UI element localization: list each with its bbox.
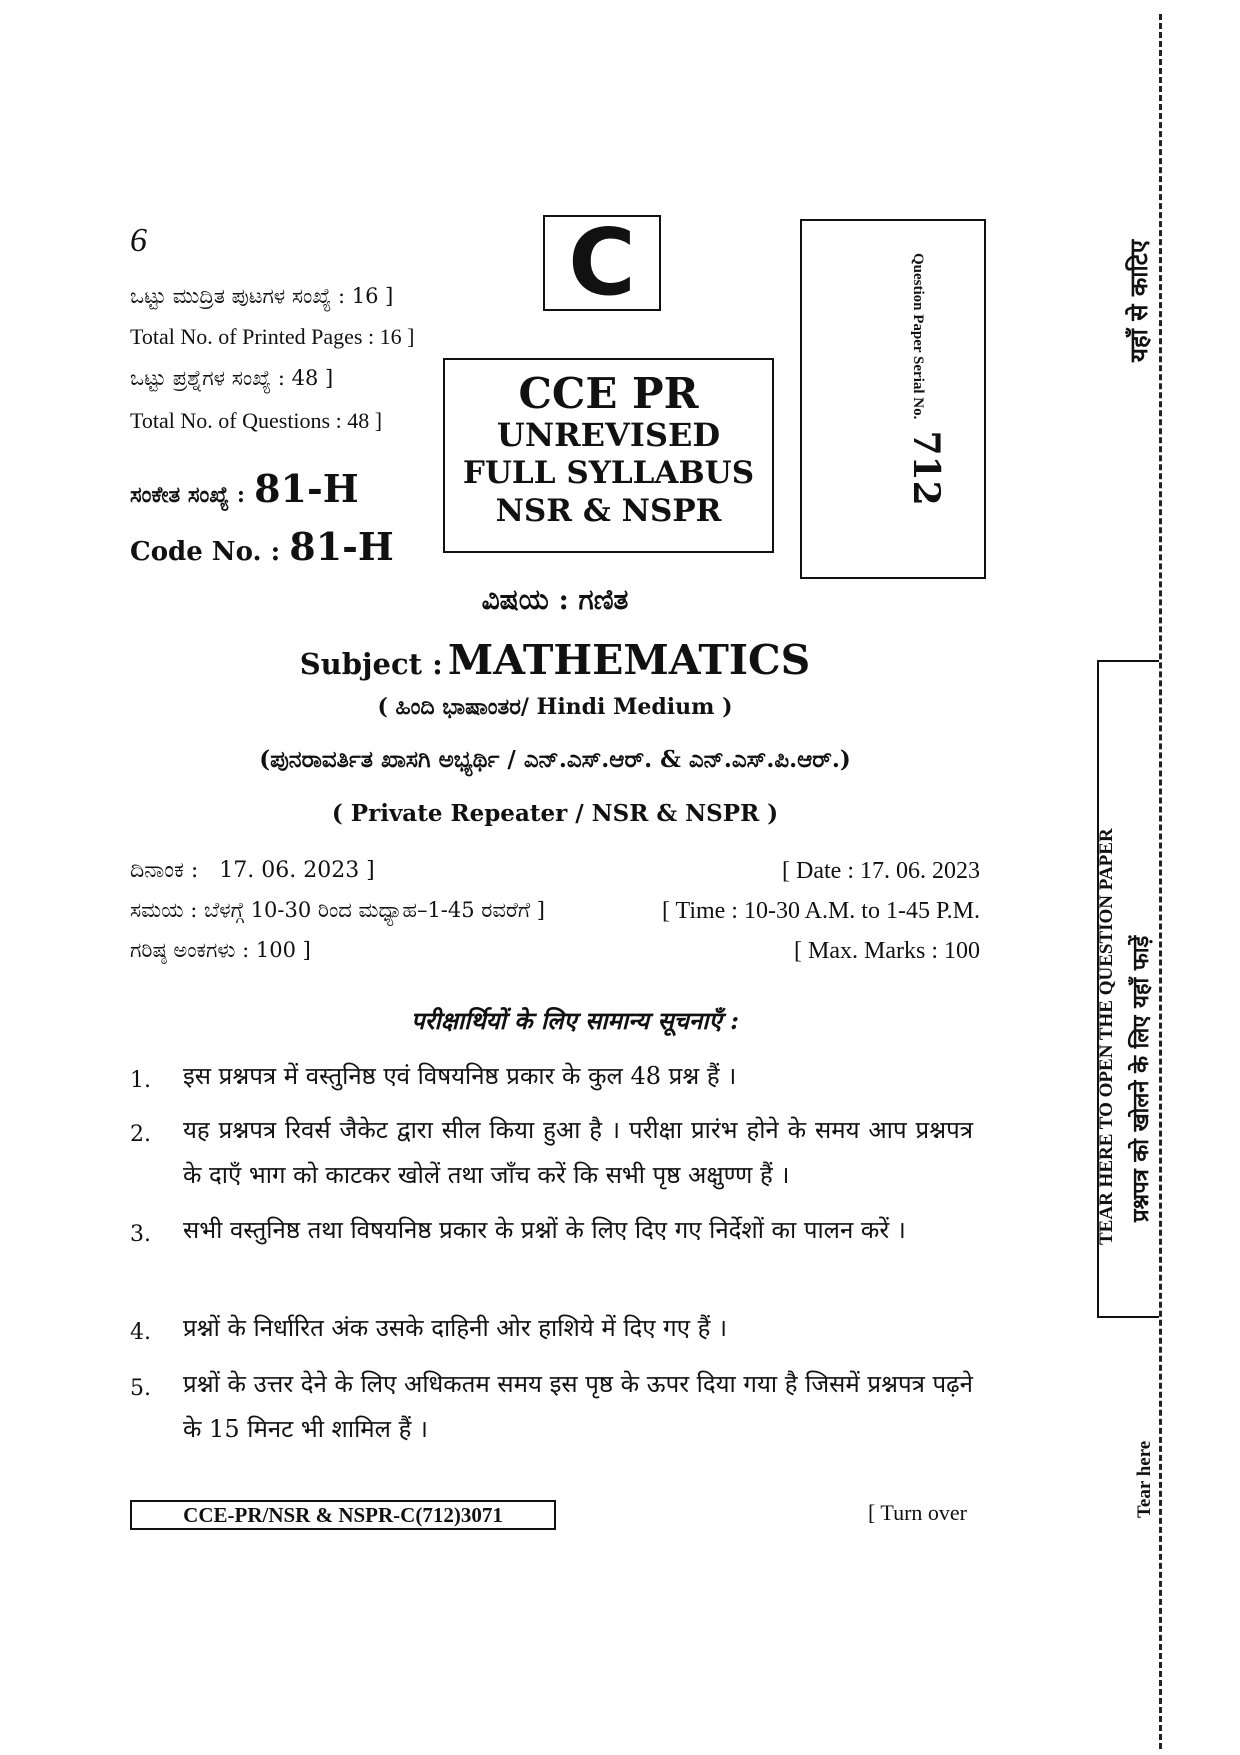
kn-code-number [130,466,359,511]
version-letter: C [568,209,636,316]
en-date: [ Date : 17. 06. 2023 [782,858,980,884]
subject-value: MATHEMATICS [447,636,811,684]
instruction-number: 2. [130,1122,151,1147]
serial-label: Question Paper Serial No. 712 [905,253,947,506]
version-letter-box [543,209,661,316]
exam-line-1: CCE PR [518,369,699,418]
cut-here-label: यहाँ से काटिए [1124,239,1153,362]
instruction-number: 1. [130,1068,151,1093]
en-total-questions: Total No. of Questions : 48 ] [130,408,383,433]
kn-time: ಸಮಯ : ಬೆಳಗ್ಗೆ 10-30 ರಿಂದ ಮಧ್ಯಾಹ–1-45 ರವರೆಗೆ ] [130,898,545,922]
exam-type-box [443,358,774,553]
exam-line-3: FULL SYLLABUS [462,455,755,491]
tear-instruction-en: TEAR HERE TO OPEN THE QUESTION PAPER [1096,828,1117,1245]
instruction-number: 5. [130,1376,151,1401]
instruction-number: 3. [130,1222,151,1247]
instruction-number: 4. [130,1320,151,1345]
kn-candidate-type: (ಪುನರಾವರ್ತಿತ ಖಾಸಗಿ ಅಭ್ಯರ್ಥಿ / ಎನ್.ಎಸ್.ಆರ್. & ಎನ್.ಎಸ್.ಪಿ.ಆರ್.) [259,746,851,773]
kn-date: ದಿನಾಂಕ : 17. 06. 2023 ] [130,858,375,883]
en-code-value: 81-H [289,524,394,569]
instructions-heading: परीक्षार्थियों के लिए सामान्य सूचनाएँ : [411,1006,739,1035]
tear-here-label: Tear here [1134,1440,1155,1518]
instruction-text: यह प्रश्नपत्र रिवर्स जैकेट द्वारा सील किया हुआ है । परीक्षा प्रारंभ होने के समय आप प्रश्नपत्र के दाएँ भाग को काटकर खोलें तथा जाँच करें कि सभी पृष्ठ अक्षुण्ण हैं । [183,1116,973,1189]
en-candidate-type: ( Private Repeater / NSR & NSPR ) [331,800,779,827]
kn-subject: ವಿಷಯ : ಗಣಿತ [481,583,629,616]
exam-line-2: UNREVISED [496,416,721,454]
kn-total-questions: ಒಟ್ಟು ಪ್ರಶ್ನೆಗಳ ಸಂಖ್ಯೆ : 48 ] [130,366,334,390]
instruction-text: सभी वस्तुनिष्ठ तथा विषयनिष्ठ प्रकार के प्रश्नों के लिए दिए गए निर्देशों का पालन करें । [183,1216,906,1244]
exam-line-4: NSR & NSPR [495,493,722,529]
medium: ( ಹಿಂದಿ ಭಾಷಾಂತರ/ Hindi Medium ) [377,694,733,720]
kn-code-value: 81-H [254,466,359,511]
en-printed-pages: Total No. of Printed Pages : 16 ] [130,324,415,349]
tear-instruction-hi: प्रश्नपत्र को खोलने के लिए यहाँ फाड़ें [1128,935,1154,1222]
turn-over: [ Turn over [868,1500,968,1525]
kn-printed-pages: ಒಟ್ಟು ಮುದ್ರಿತ ಪುಟಗಳ ಸಂಖ್ಯೆ : 16 ] [130,284,394,308]
en-code-label: Code No. : [130,537,281,567]
instruction-text: प्रश्नों के उत्तर देने के लिए अधिकतम समय इस पृष्ठ के ऊपर दिया गया है जिसमें प्रश्नपत्र पढ़ने के 15 मिनट भी शामिल हैं । [183,1370,973,1443]
serial-number: 712 [905,430,947,506]
tear-dashed-line [1159,14,1162,1749]
instruction-text: इस प्रश्नपत्र में वस्तुनिष्ठ एवं विषयनिष्ठ प्रकार के कुल 48 प्रश्न हैं । [183,1062,737,1090]
kn-code-label: ಸಂಕೇತ ಸಂಖ್ಯೆ : [130,482,246,508]
en-code-number [130,524,394,569]
paper-code-footer: CCE-PR/NSR & NSPR-C(712)3071 [130,1500,556,1530]
page-number: 6 [130,222,147,259]
en-max-marks: [ Max. Marks : 100 [794,938,980,964]
en-time: [ Time : 10-30 A.M. to 1-45 P.M. [661,898,980,924]
instruction-text: प्रश्नों के निर्धारित अंक उसके दाहिनी ओर हाशिये में दिए गए हैं । [183,1314,728,1342]
en-subject [0,636,1110,684]
subject-label: Subject : [299,647,443,681]
serial-number-box [800,219,986,579]
kn-max-marks: ಗರಿಷ್ಠ ಅಂಕಗಳು : 100 ] [130,938,311,962]
